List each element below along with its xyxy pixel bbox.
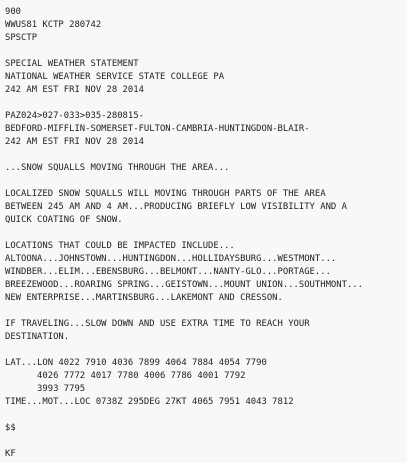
text-line <box>5 97 402 110</box>
lat-lon-line: LAT...LON 4022 7910 4036 7899 4064 7884 4054 7790 <box>5 358 267 368</box>
locations-heading: LOCATIONS THAT COULD BE IMPACTED INCLUDE... <box>5 241 235 251</box>
text-line: SPSCTP <box>5 33 38 43</box>
locations-line: NEW ENTERPRISE...MARTINSBURG...LAKEMONT AND CRESSON. <box>5 293 283 303</box>
issuing-office: NATIONAL WEATHER SERVICE STATE COLLEGE PA <box>5 72 225 82</box>
text-line <box>5 435 402 448</box>
body-paragraph-line: LOCALIZED SNOW SQUALLS WILL MOVING THROUGH PARTS OF THE AREA <box>5 189 326 199</box>
advice-line: IF TRAVELING...SLOW DOWN AND USE EXTRA TIME TO REACH YOUR <box>5 319 310 329</box>
time-mot-loc-line: TIME...MOT...LOC 0738Z 295DEG 27KT 4065 7951 4043 7812 <box>5 397 294 407</box>
body-paragraph-line: BETWEEN 245 AM AND 4 AM...PRODUCING BRIEFLY LOW VISIBILITY AND A <box>5 202 347 212</box>
locations-line: BREEZEWOOD...ROARING SPRING...GEISTOWN...MOUNT UNION...SOUTHMONT... <box>5 280 363 290</box>
text-line <box>5 305 402 318</box>
text-line <box>5 227 402 240</box>
locations-line: ALTOONA...JOHNSTOWN...HUNTINGDON...HOLLIDAYSBURG...WESTMONT... <box>5 254 337 264</box>
county-list: BEDFORD-MIFFLIN-SOMERSET-FULTON-CAMBRIA-HUNTINGDON-BLAIR- <box>5 124 310 134</box>
headline: ...SNOW SQUALLS MOVING THROUGH THE AREA... <box>5 163 230 173</box>
lat-lon-line: 4026 7772 4017 7780 4006 7786 4001 7792 <box>5 371 246 381</box>
body-paragraph-line: QUICK COATING OF SNOW. <box>5 215 123 225</box>
text-line: 900 <box>5 7 22 17</box>
text-line <box>5 149 402 162</box>
text-line <box>5 45 402 58</box>
forecaster-initials: KF <box>5 449 16 459</box>
text-line <box>5 175 402 188</box>
end-marker: $$ <box>5 423 16 433</box>
text-line <box>5 409 402 422</box>
statement-title: SPECIAL WEATHER STATEMENT <box>5 59 139 69</box>
lat-lon-line: 3993 7795 <box>5 384 86 394</box>
zone-codes: PAZ024>027-033>035-280815- <box>5 111 144 121</box>
advice-line: DESTINATION. <box>5 332 70 342</box>
issue-time: 242 AM EST FRI NOV 28 2014 <box>5 137 144 147</box>
text-line <box>5 344 402 357</box>
text-line: WWUS81 KCTP 280742 <box>5 20 102 30</box>
issue-time: 242 AM EST FRI NOV 28 2014 <box>5 85 144 95</box>
locations-line: WINDBER...ELIM...EBENSBURG...BELMONT...NANTY-GLO...PORTAGE... <box>5 267 331 277</box>
